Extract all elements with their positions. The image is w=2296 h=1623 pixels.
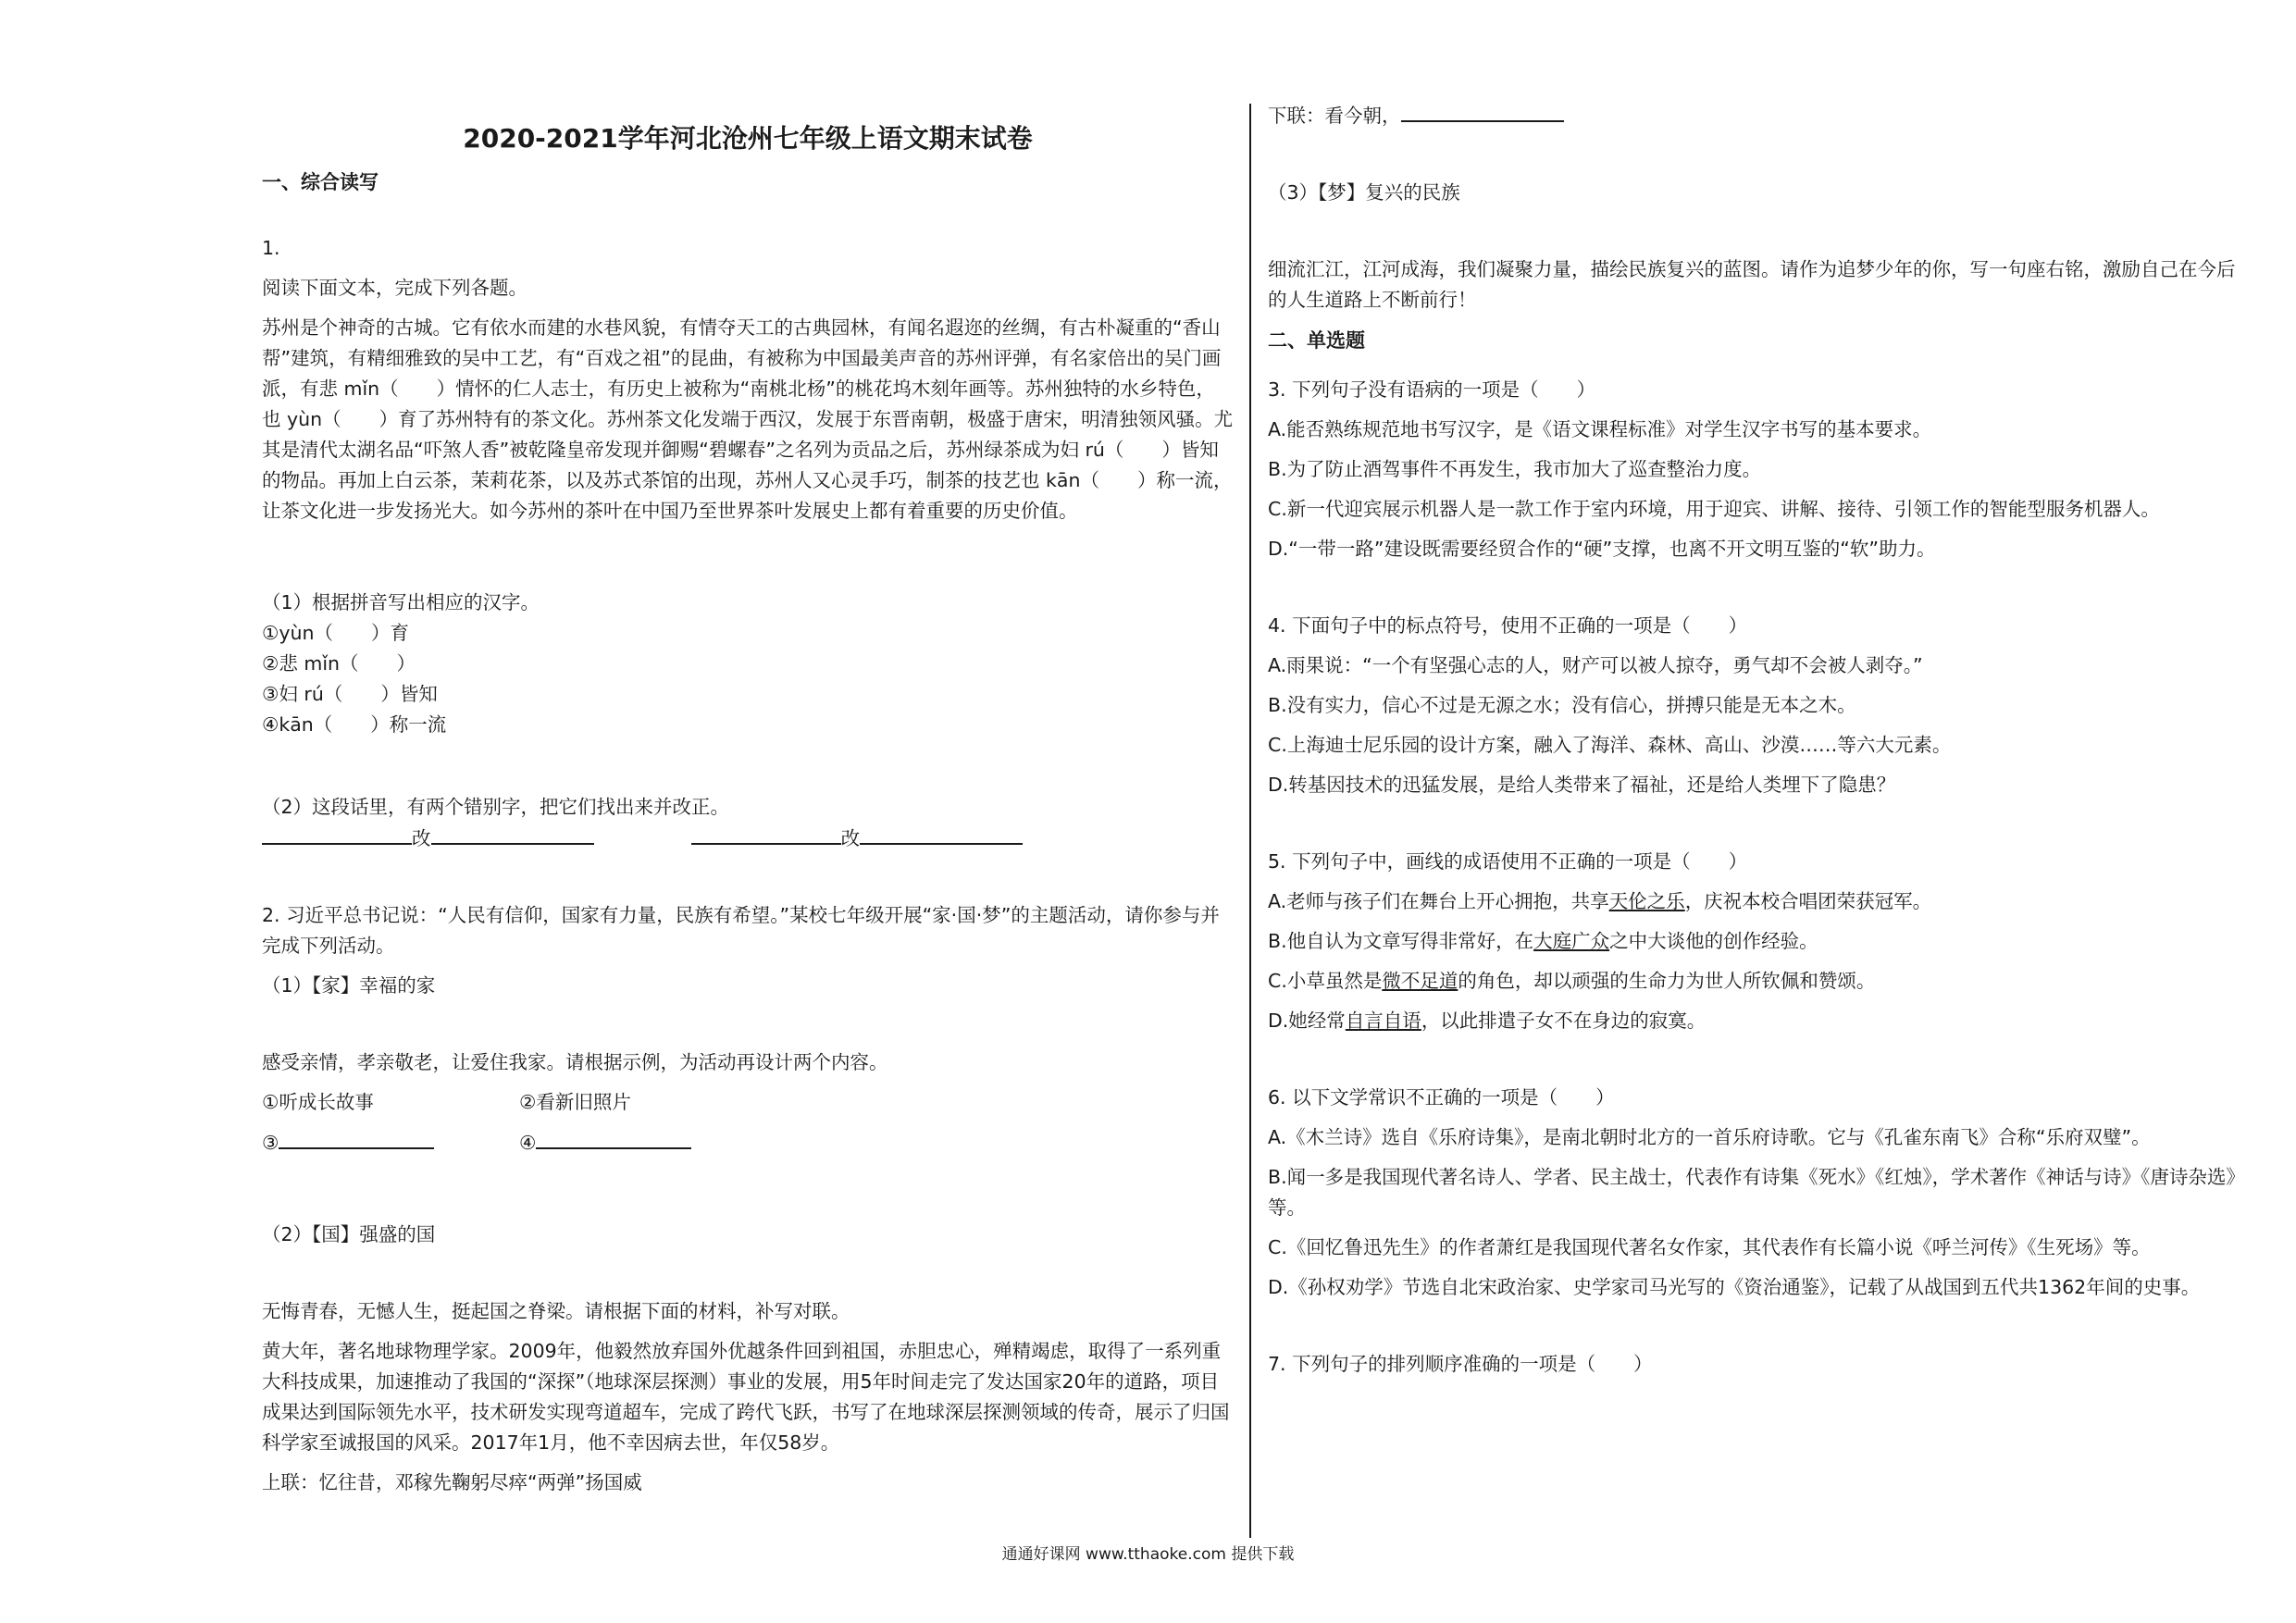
question-2-guo-heading: （2）【国】强盛的国 bbox=[262, 1223, 436, 1245]
answer-blank[interactable] bbox=[1401, 100, 1564, 122]
question-2-meng-prompt: 细流汇江，江河成海，我们凝聚力量，描绘民族复兴的蓝图。请作为追梦少年的你，写一句座右铭，激励自己在今后的人生道路上不断前行！ bbox=[1268, 258, 2236, 311]
answer-blank[interactable] bbox=[279, 1127, 434, 1149]
activity-blank-4-label: ④ bbox=[519, 1132, 537, 1154]
option-text: C.小草虽然是 bbox=[1268, 970, 1383, 992]
couplet-lower: 下联：看今朝， bbox=[1268, 105, 1401, 127]
activity-examples bbox=[262, 1087, 1234, 1118]
question-6-option-a[interactable]: A.《木兰诗》选自《乐府诗集》，是南北朝时北方的一首乐府诗歌。它与《孔雀东南飞》合称“乐府双璧”。 bbox=[1268, 1126, 2151, 1148]
question-1-number: 1. bbox=[262, 237, 280, 259]
correction-label: 改 bbox=[412, 827, 431, 849]
question-2-intro: 2. 习近平总书记说：“人民有信仰，国家有力量，民族有希望。”某校七年级开展“家·国·梦”的主题活动，请你参与并完成下列活动。 bbox=[262, 904, 1220, 957]
option-text: A.老师与孩子们在舞台上开心拥抱，共享 bbox=[1268, 890, 1609, 912]
section-heading-single-choice: 二、单选题 bbox=[1268, 329, 1365, 352]
question-1-sub2-prompt: （2）这段话里，有两个错别字，把它们找出来并改正。 bbox=[262, 796, 730, 818]
activity-blank-3-label: ③ bbox=[262, 1132, 279, 1154]
question-1-passage: 苏州是个神奇的古城。它有依水而建的水巷风貌，有情夺天工的古典园林，有闻名遐迩的丝绸，有古朴凝重的“香山帮”建筑，有精细雅致的吴中工艺，有“百戏之祖”的昆曲，有被称为中国最美声音的苏州评弹，有名家倍出的吴门画派，有悲 mǐn（ ）情怀的仁人志士，有历史上被称为“南桃北杨”的桃花坞木刻年画等。苏州独特的水乡特色，也 yùn（ ）育了苏州特有的茶文化。苏州茶文化发端于西汉，发展于东晋南朝，极盛于唐宋，明清独领风骚。尤其是清代太湖名品“吓煞人香”被乾隆皇帝发现并御赐“碧螺春”之名列为贡品之后，苏州绿茶成为妇 rú（ ）皆知的物品。再加上白云茶，茉莉花茶，以及苏式茶馆的出现，苏州人又心灵手巧，制茶的技艺也 kān（ ）称一流，让茶文化进一步发扬光大。如今苏州的茶叶在中国乃至世界茶叶发展史上都有着重要的历史价值。 bbox=[262, 316, 1234, 522]
question-4-option-a[interactable]: A.雨果说：“一个有坚强心志的人，财产可以被人掠夺，勇气却不会被人剥夺。” bbox=[1268, 654, 1923, 676]
page-title: 2020-2021学年河北沧州七年级上语文期末试卷 bbox=[463, 123, 1033, 154]
pinyin-item-3: ③妇 rú（ ）皆知 bbox=[262, 683, 438, 705]
question-3-stem: 3. 下列句子没有语病的一项是（ ） bbox=[1268, 378, 1596, 401]
option-text: 的角色，却以顽强的生命力为世人所钦佩和赞颂。 bbox=[1458, 970, 1876, 992]
question-6-option-d[interactable]: D.《孙权劝学》节选自北宋政治家、史学家司马光写的《资治通鉴》，记载了从战国到五代共1362年间的史事。 bbox=[1268, 1276, 2201, 1298]
question-4-option-b[interactable]: B.没有实力，信心不过是无源之水；没有信心，拼搏只能是无本之木。 bbox=[1268, 694, 1856, 716]
underlined-idiom: 大庭广众 bbox=[1533, 930, 1610, 952]
activity-example-2: ②看新旧照片 bbox=[519, 1091, 631, 1113]
option-text: B.他自认为文章写得非常好，在 bbox=[1268, 930, 1534, 952]
question-2-guo-prompt: 无悔青春，无憾人生，挺起国之脊梁。请根据下面的材料，补写对联。 bbox=[262, 1300, 850, 1322]
question-2-jia-prompt: 感受亲情，孝亲敬老，让爱住我家。请根据示例，为活动再设计两个内容。 bbox=[262, 1051, 888, 1073]
question-3-option-b[interactable]: B.为了防止酒驾事件不再发生，我市加大了巡查整治力度。 bbox=[1268, 458, 1762, 480]
question-6-option-c[interactable]: C.《回忆鲁迅先生》的作者萧红是我国现代著名女作家，其代表作有长篇小说《呼兰河传》《生死场》等。 bbox=[1268, 1236, 2151, 1258]
answer-blank[interactable] bbox=[431, 823, 594, 845]
page-footer: 通通好课网 www.tthaoke.com 提供下载 bbox=[1001, 1545, 1295, 1564]
correction-label: 改 bbox=[840, 827, 861, 849]
question-5-option-b[interactable] bbox=[1268, 926, 2251, 957]
question-3-option-c[interactable]: C.新一代迎宾展示机器人是一款工作于室内环境，用于迎宾、讲解、接待、引领工作的智能型服务机器人。 bbox=[1268, 498, 2160, 520]
question-7-stem: 7. 下列句子的排列顺序准确的一项是（ ） bbox=[1268, 1353, 1653, 1375]
question-3-option-a[interactable]: A.能否熟练规范地书写汉字，是《语文课程标准》对学生汉字书写的基本要求。 bbox=[1268, 418, 1932, 440]
option-text: D.她经常 bbox=[1268, 1010, 1346, 1032]
question-5-option-a[interactable] bbox=[1268, 886, 2251, 917]
question-4-option-c[interactable]: C.上海迪士尼乐园的设计方案，融入了海洋、森林、高山、沙漠……等六大元素。 bbox=[1268, 734, 1952, 756]
question-1-sub1-prompt: （1）根据拼音写出相应的汉字。 bbox=[262, 591, 540, 613]
question-5-option-c[interactable] bbox=[1268, 966, 2251, 997]
answer-blank[interactable] bbox=[860, 823, 1023, 845]
question-2-meng-heading: （3）【梦】复兴的民族 bbox=[1268, 181, 1460, 204]
option-text: ，以此排遣子女不在身边的寂寞。 bbox=[1421, 1010, 1706, 1032]
underlined-idiom: 天伦之乐 bbox=[1608, 890, 1685, 912]
question-4-stem: 4. 下面句子中的标点符号，使用不正确的一项是（ ） bbox=[1268, 614, 1748, 637]
activity-example-1: ①听成长故事 bbox=[262, 1091, 374, 1113]
question-6-stem: 6. 以下文学常识不正确的一项是（ ） bbox=[1268, 1086, 1615, 1109]
couplet-upper: 上联：忆往昔，邓稼先鞠躬尽瘁“两弹”扬国威 bbox=[262, 1471, 642, 1493]
question-3-option-d[interactable]: D.“一带一路”建设既需要经贸合作的“硬”支撑，也离不开文明互鉴的“软”助力。 bbox=[1268, 538, 1936, 560]
question-4-option-d[interactable]: D.转基因技术的迅猛发展，是给人类带来了福祉，还是给人类埋下了隐患？ bbox=[1268, 774, 1896, 796]
option-text: ，庆祝本校合唱团荣获冠军。 bbox=[1684, 890, 1932, 912]
underlined-idiom: 自言自语 bbox=[1345, 1010, 1421, 1032]
couplet-lower-line bbox=[1268, 100, 2251, 131]
question-6-option-b[interactable]: B.闻一多是我国现代著名诗人、学者、民主战士，代表作有诗集《死水》《红烛》，学术著作《神话与诗》《唐诗杂选》等。 bbox=[1268, 1166, 2245, 1219]
activity-blanks bbox=[262, 1127, 1234, 1158]
option-text: 之中大谈他的创作经验。 bbox=[1609, 930, 1818, 952]
question-5-stem: 5. 下列句子中，画线的成语使用不正确的一项是（ ） bbox=[1268, 850, 1748, 873]
answer-blank[interactable] bbox=[691, 823, 841, 845]
right-column bbox=[1268, 100, 2251, 1389]
question-2-guo-material: 黄大年，著名地球物理学家。2009年，他毅然放弃国外优越条件回到祖国，赤胆忠心，殚精竭虑，取得了一系列重大科技成果，加速推动了我国的“深探”（地球深层探测）事业的发展，用5年时间走完了发达国家20年的道路，项目成果达到国际领先水平，技术研发实现弯道超车，完成了跨代飞跃，书写了在地球深层探测领域的传奇，展示了归国科学家至诚报国的风采。2017年1月，他不幸因病去世，年仅58岁。 bbox=[262, 1340, 1230, 1454]
underlined-idiom: 微不足道 bbox=[1382, 970, 1458, 992]
question-5-option-d[interactable] bbox=[1268, 1006, 2251, 1036]
section-heading-composite: 一、综合读写 bbox=[262, 171, 379, 193]
column-divider bbox=[1249, 104, 1251, 1538]
answer-blank[interactable] bbox=[536, 1127, 691, 1149]
pinyin-item-4: ④kān（ ）称一流 bbox=[262, 713, 447, 736]
question-1-intro: 阅读下面文本，完成下列各题。 bbox=[262, 277, 527, 299]
left-column bbox=[262, 100, 1234, 1507]
question-2-jia-heading: （1）【家】幸福的家 bbox=[262, 974, 436, 997]
correction-line bbox=[262, 823, 1234, 854]
pinyin-item-1: ①yùn（ ）育 bbox=[262, 622, 409, 644]
pinyin-item-2: ②悲 mǐn（ ） bbox=[262, 652, 416, 675]
answer-blank[interactable] bbox=[262, 823, 412, 845]
